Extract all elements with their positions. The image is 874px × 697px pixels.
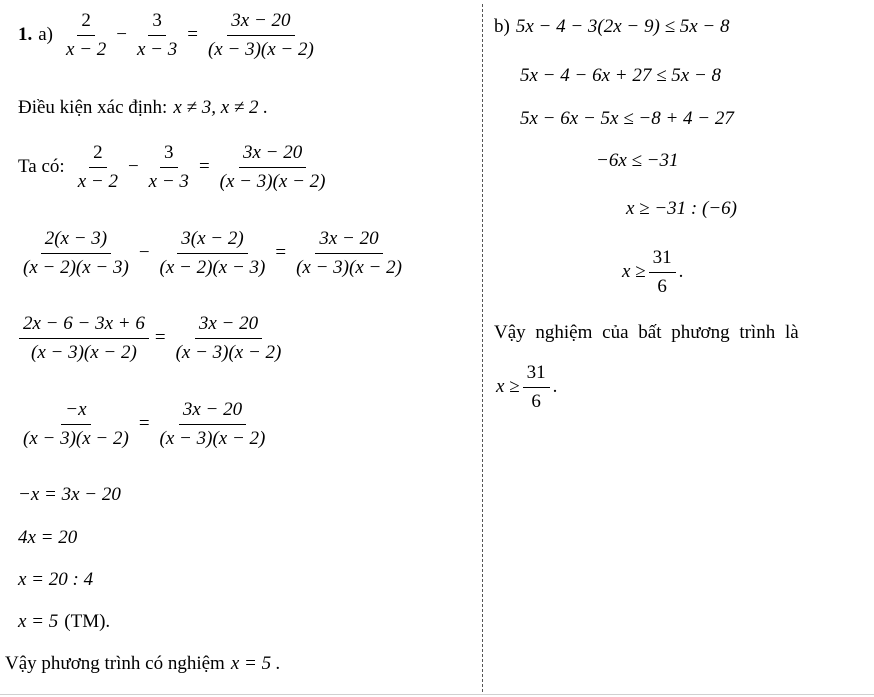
fraction: $\frac{3x - 20}{(x - 3)(x - 2)}$	[175, 313, 282, 363]
inequality-line-4: −6x ≤ −31	[596, 150, 679, 171]
inequality-line-5: x ≥ −31 : (−6)	[626, 198, 737, 219]
solution-math: x = 5	[18, 611, 59, 632]
domain-condition	[18, 97, 268, 119]
part-label-b: b)	[494, 16, 510, 37]
condition-label: Điều kiện xác định:	[18, 97, 168, 118]
step-expand-numerator: $\frac{2x - 6 - 3x + 6}{(x - 3)(x - 2)}$ = $\frac{3x - 20}{(x - 3)(x - 2)}$	[16, 313, 288, 364]
inequality-line-3: 5x − 6x − 5x ≤ −8 + 4 − 27	[520, 108, 734, 129]
fraction: $\frac{3(x - 2)}{(x - 2)(x - 3)}$	[159, 228, 266, 278]
conclusion-a	[5, 653, 281, 675]
inequality-line-2: 5x − 4 − 6x + 27 ≤ 5x − 8	[520, 65, 722, 86]
step-solution	[18, 611, 110, 633]
fraction: $\frac{31}{6}$	[649, 247, 676, 298]
inequality-line-6: x ≥ $\frac{31}{6}$ .	[622, 247, 684, 297]
fraction: $\frac{3}{x - 3}$	[148, 142, 189, 192]
fraction: $\frac{3x - 20}{(x - 3)(x - 2)}$	[159, 399, 266, 449]
fraction: $\frac{2(x - 3)}{(x - 2)(x - 3)}$	[23, 228, 129, 278]
fraction: $\frac{2}{x - 2}$	[66, 10, 107, 60]
taco-label: Ta có:	[18, 156, 65, 178]
step-simplify: $\frac{-x}{(x - 3)(x - 2)}$ = $\frac{3x - 20}{(x - 3)(x - 2)}$	[16, 399, 272, 450]
fraction: $\frac{3x - 20}{(x - 3)(x - 2)}$	[219, 142, 326, 192]
fraction: $\frac{2}{x - 2}$	[77, 142, 118, 192]
right-column	[486, 0, 874, 697]
bottom-rule	[0, 694, 874, 695]
inequality-line-1: b) 5x − 4 − 3(2x − 9) ≤ 5x − 8	[494, 16, 730, 37]
conclusion-math: x = 5 .	[230, 653, 281, 674]
fraction: $\frac{3x - 20}{(x - 3)(x - 2)}$	[296, 228, 402, 278]
conclusion-b-math: x ≥ $\frac{31}{6}$ .	[496, 362, 558, 412]
problem-1a-equation: 1. a) $\frac{2}{x - 2}$ − $\frac{3}{x - 3}$ = $\frac{3x - 20}{(x - 3)(x - 2)}$	[18, 10, 321, 61]
conclusion-b-text: Vậy nghiệm của bất phương trình là	[494, 322, 799, 343]
part-label-a: a)	[38, 24, 54, 46]
condition-math: x ≠ 3, x ≠ 2 .	[173, 97, 269, 118]
fraction: $\frac{3x - 20}{(x - 3)(x - 2)}$	[207, 10, 314, 60]
taco-equation: Ta có: $\frac{2}{x - 2}$ − $\frac{3}{x - 3}$ = $\frac{3x - 20}{(x - 3)(x - 2)}$	[18, 142, 332, 193]
step-divide: x = 20 : 4	[18, 569, 94, 590]
fraction: $\frac{31}{6}$	[523, 362, 550, 413]
problem-number: 1.	[18, 24, 33, 46]
step-common-denominator: $\frac{2(x - 3)}{(x - 2)(x - 3)}$ − $\frac{3(x - 2)}{(x - 2)(x - 3)}$ = $\frac{3x - 20}{(x - 3)(x - 2)}$	[16, 228, 409, 279]
solution-note: (TM).	[64, 611, 111, 632]
step-linear: −x = 3x − 20	[18, 484, 121, 505]
fraction: $\frac{3}{x - 3}$	[137, 10, 178, 60]
column-divider	[482, 4, 483, 692]
conclusion-text: Vậy phương trình có nghiệm	[5, 653, 225, 674]
fraction: $\frac{-x}{(x - 3)(x - 2)}$	[23, 399, 129, 449]
fraction: $\frac{2x - 6 - 3x + 6}{(x - 3)(x - 2)}$	[19, 313, 149, 364]
step-collect: 4x = 20	[18, 527, 78, 548]
